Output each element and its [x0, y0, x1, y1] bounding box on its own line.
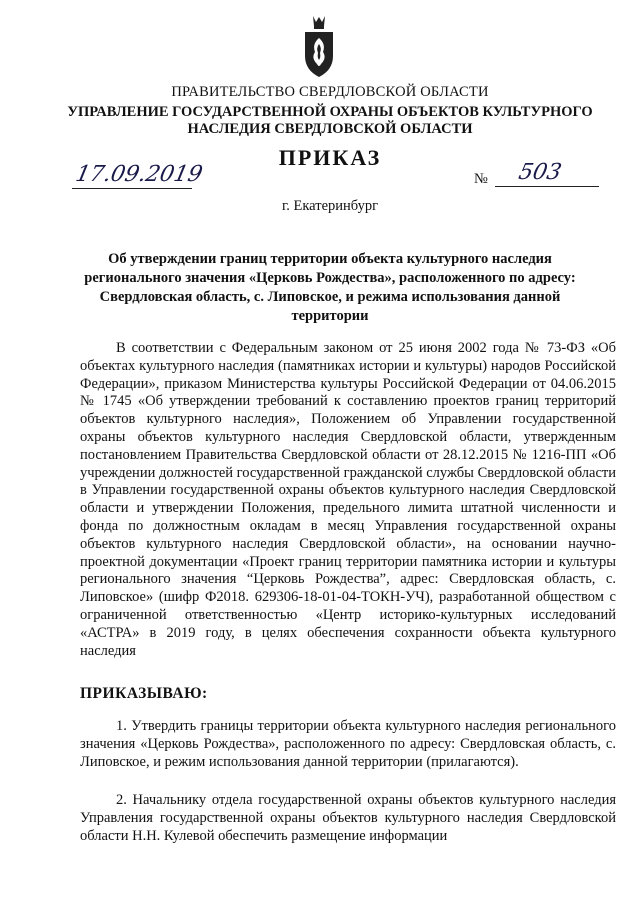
number-handwritten: 503	[516, 160, 564, 185]
date-handwritten: 17.09.2019	[73, 162, 205, 187]
department-name: УПРАВЛЕНИЕ ГОСУДАРСТВЕННОЙ ОХРАНЫ ОБЪЕКТОВ КУЛЬТУРНОГО НАСЛЕДИЯ СВЕРДЛОВСКОЙ ОБЛАСТИ	[67, 104, 593, 137]
coat-of-arms-icon	[299, 14, 339, 80]
number-label: №	[474, 171, 488, 187]
order-item-1: 1. Утвердить границы территории объекта культурного наследия регионального значения «Церковь Рождества», расположенного по адресу: Свердловская область, с. Липовское, и режим использования данной территории (прилагаются).	[80, 718, 616, 770]
preamble-paragraph: В соответствии с Федеральным законом от 25 июня 2002 года № 73-ФЗ «Об объектах культурного наследия (памятниках истории и культуры) народов Российской Федерации», приказом Министерства культуры Российской Федерации от 04.06.2015 № 1745 «Об утверждении требований к составлению проектов границ территорий объектов культурного наследия», Положением об Управлении государственной охраны объектов культурного наследия Свердловской области, утвержденным постановлением Правительства Свердловской области от 28.12.2015 № 1216-ПП «Об учреждении должностей государственной гражданской службы Свердловской области в Управлении государственной охраны объектов культурного наследия Свердловской области и утверждении Положения, предельного лимита штатной численности и фонда по должностным окладам в месяц Управления государственной охраны объектов культурного наследия Свердловской области», на основании научно-проектной документации «Проект границ территории памятника истории и культуры регионального значения “Церковь Рождества”, адрес: Свердловская область, с. Липовское» (шифр Ф2018. 629306-18-01-04-ТОКН-УЧ), разработанной обществом с ограниченной ответственностью «Центр историко-культурных исследований «АСТРА» в 2019 году, в целях обеспечения сохранности объекта культурного наследия	[80, 340, 616, 659]
city: г. Екатеринбург	[281, 198, 379, 214]
order-title: Об утверждении границ территории объекта культурного наследия регионального значения «Церковь Рождества», расположенного по адресу: Свердловская область, с. Липовское, и режима использования данной территории	[84, 251, 576, 324]
document-type: ПРИКАЗ	[278, 145, 382, 170]
order-heading: ПРИКАЗЫВАЮ:	[80, 685, 208, 702]
government-name: ПРАВИТЕЛЬСТВО СВЕРДЛОВСКОЙ ОБЛАСТИ	[171, 84, 489, 100]
number-field	[495, 160, 599, 187]
date-field	[72, 162, 205, 189]
order-item-2: 2. Начальнику отдела государственной охраны объектов культурного наследия Управления государственной охраны объектов культурного наследия Свердловской области Н.Н. Кулевой обеспечить размещение информации	[80, 792, 616, 844]
